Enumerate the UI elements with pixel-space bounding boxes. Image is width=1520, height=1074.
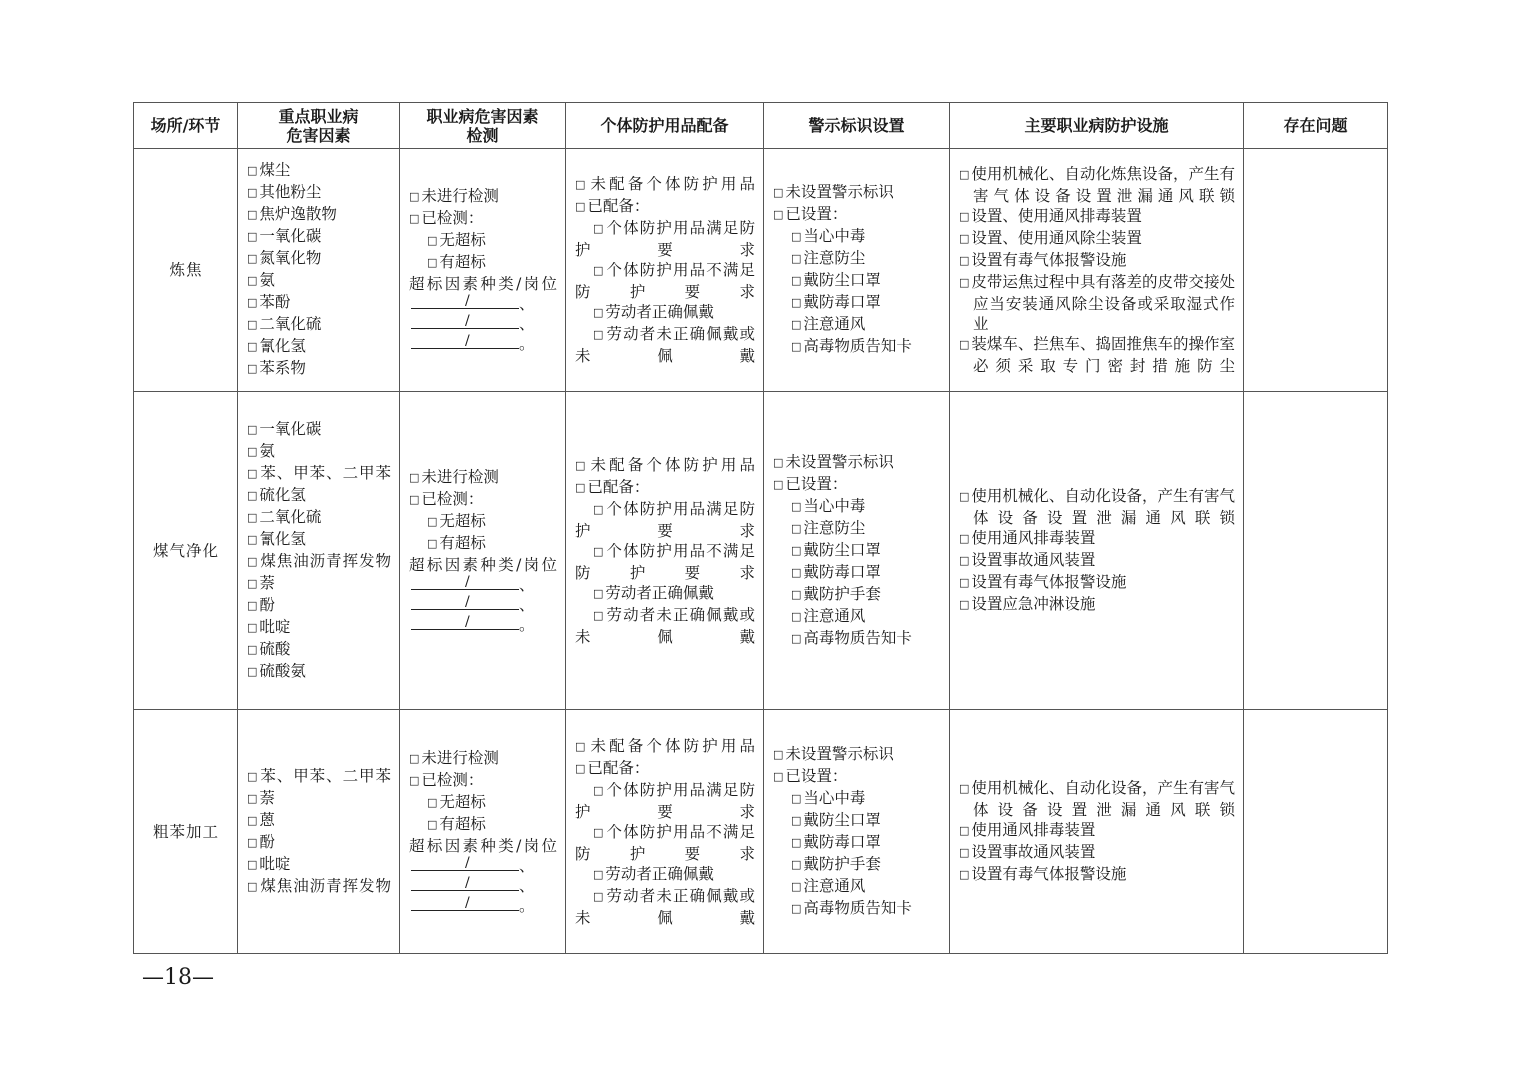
hazard-item: □ 氰化氢: [247, 336, 391, 358]
header-signs: 警示标识设置: [764, 103, 950, 149]
hazard-item: □ 煤尘: [247, 160, 391, 182]
ppe-cell: □ 未配备个体防护用品 □ 已配备： □ 个体防护用品满足防护要求 □ 个体防护用品不满足防护要求 □ 劳动者正确佩戴 □ 劳动者未正确佩戴或未佩戴: [566, 710, 764, 954]
hazard-item: □ 一氧化碳: [247, 419, 391, 441]
site-cell: 粗苯加工: [134, 710, 238, 954]
hazard-item: □ 其他粉尘: [247, 182, 391, 204]
blank-line: [411, 896, 519, 911]
detection-cell: □ 未进行检测 □ 已检测： □ 无超标 □ 有超标 超标因素种类/岗位 /、 /、 /。: [400, 392, 566, 710]
hazard-item: □ 苯系物: [247, 358, 391, 380]
blank-line: [411, 314, 519, 329]
hazards-cell: [238, 710, 400, 954]
hazard-item: □ 二氧化硫: [247, 507, 391, 529]
ppe-cell: □ 未配备个体防护用品 □ 已配备： □ 个体防护用品满足防护要求 □ 个体防护用品不满足防护要求 □ 劳动者正确佩戴 □ 劳动者未正确佩戴或未佩戴: [566, 392, 764, 710]
site-cell: 炼焦: [134, 149, 238, 392]
facilities-cell: □ 使用机械化、自动化设备，产生有害气体设备设置泄漏通风联锁 □ 使用通风排毒装置 □ 设置事故通风装置 □ 设置有毒气体报警设施 □ 设置应急冲淋设施: [950, 392, 1244, 710]
hazard-item: □ 煤焦油沥青挥发物: [247, 551, 391, 573]
hazard-item: □ 蒽: [247, 810, 391, 832]
blank-line: [411, 615, 519, 630]
blank-line: [411, 856, 519, 871]
header-hazards: 重点职业病 危害因素: [238, 103, 400, 149]
hazard-item: □ 焦炉逸散物: [247, 204, 391, 226]
signs-cell: □ 未设置警示标识 □ 已设置： □ 当心中毒 □ 注意防尘 □ 戴防尘口罩 □ 戴防毒口罩 □ 注意通风 □ 高毒物质告知卡: [764, 149, 950, 392]
header-row: [134, 103, 1388, 149]
hazard-item: □ 硫酸: [247, 639, 391, 661]
hazard-item: □ 苯酚: [247, 292, 391, 314]
hazard-item: □ 苯、甲苯、二甲苯: [247, 766, 391, 788]
table-row: [134, 710, 1388, 954]
signs-cell: □ 未设置警示标识 □ 已设置： □ 当心中毒 □ 戴防尘口罩 □ 戴防毒口罩 □ 戴防护手套 □ 注意通风 □ 高毒物质告知卡: [764, 710, 950, 954]
hazards-cell: [238, 392, 400, 710]
page-number: —18—: [142, 965, 214, 990]
blank-line: [411, 294, 519, 309]
blank-line: [411, 876, 519, 891]
hazard-item: □ 一氧化碳: [247, 226, 391, 248]
facilities-cell: □ 使用机械化、自动化设备，产生有害气体设备设置泄漏通风联锁 □ 使用通风排毒装置 □ 设置事故通风装置 □ 设置有毒气体报警设施: [950, 710, 1244, 954]
hazard-item: □ 萘: [247, 573, 391, 595]
hazard-item: □ 苯、甲苯、二甲苯: [247, 463, 391, 485]
hazard-item: □ 二氧化硫: [247, 314, 391, 336]
table-row: [134, 149, 1388, 392]
blank-line: [411, 575, 519, 590]
facilities-cell: □ 使用机械化、自动化炼焦设备，产生有害气体设备设置泄漏通风联锁 □ 设置、使用通风排毒装置 □ 设置、使用通风除尘装置 □ 设置有毒气体报警设施 □ 皮带运焦过程中具有落差的皮带交接处应当安装通风除尘设备或采取湿式作业 □ 装煤车、拦焦车、捣固推焦车的操作室必须采取专门密封措施防尘: [950, 149, 1244, 392]
hazard-item: □ 氰化氢: [247, 529, 391, 551]
ppe-cell: □ 未配备个体防护用品 □ 已配备： □ 个体防护用品满足防护要求 □ 个体防护用品不满足防护要求 □ 劳动者正确佩戴 □ 劳动者未正确佩戴或未佩戴: [566, 149, 764, 392]
site-cell: 煤气净化: [134, 392, 238, 710]
signs-cell: □ 未设置警示标识 □ 已设置： □ 当心中毒 □ 注意防尘 □ 戴防尘口罩 □ 戴防毒口罩 □ 戴防护手套 □ 注意通风 □ 高毒物质告知卡: [764, 392, 950, 710]
hazards-cell: [238, 149, 400, 392]
issues-cell[interactable]: [1244, 149, 1388, 392]
hazard-item: □ 氨: [247, 441, 391, 463]
issues-cell[interactable]: [1244, 710, 1388, 954]
hazard-item: □ 硫酸氨: [247, 661, 391, 683]
detection-cell: □ 未进行检测 □ 已检测： □ 无超标 □ 有超标 超标因素种类/岗位 /、 /、 /。: [400, 149, 566, 392]
hazard-item: □ 吡啶: [247, 854, 391, 876]
blank-line: [411, 334, 519, 349]
inspection-table: [133, 102, 1388, 954]
hazard-item: □ 吡啶: [247, 617, 391, 639]
hazard-item: □ 氮氧化物: [247, 248, 391, 270]
blank-line: [411, 595, 519, 610]
header-facilities: 主要职业病防护设施: [950, 103, 1244, 149]
hazard-item: □ 酚: [247, 595, 391, 617]
header-site: 场所/环节: [134, 103, 238, 149]
hazard-item: □ 萘: [247, 788, 391, 810]
header-ppe: 个体防护用品配备: [566, 103, 764, 149]
hazard-item: □ 氨: [247, 270, 391, 292]
hazard-item: □ 煤焦油沥青挥发物: [247, 876, 391, 898]
header-issues: 存在问题: [1244, 103, 1388, 149]
header-detection: 职业病危害因素 检测: [400, 103, 566, 149]
issues-cell[interactable]: [1244, 392, 1388, 710]
hazard-item: □ 酚: [247, 832, 391, 854]
table-row: [134, 392, 1388, 710]
hazard-item: □ 硫化氢: [247, 485, 391, 507]
detection-cell: □ 未进行检测 □ 已检测： □ 无超标 □ 有超标 超标因素种类/岗位 /、 /、 /。: [400, 710, 566, 954]
